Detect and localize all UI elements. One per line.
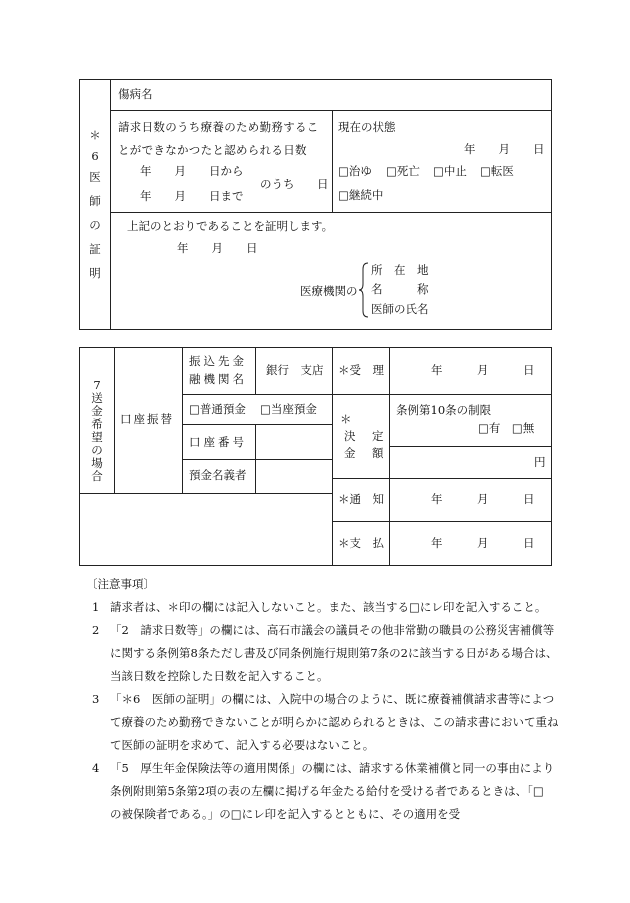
institution-label: 医療機関の (300, 284, 358, 298)
days-unit: 日 (317, 177, 329, 191)
of-which-label: のうち (260, 177, 295, 191)
remittance-label: 7 送 金 希 望 の 場 合 (91, 378, 103, 483)
note-item: 3 「＊6 医師の証明」の欄には、入院中の場合のように、既に療養補償請求書等によつて療養のため勤務できないことが明らかに認められるときは、この請求書において重ねて医師の証明を求めて、記入する必要はないこと。 (92, 692, 559, 752)
note-item: 4 「5 厚生年金保険法等の適用関係」の欄には、請求する休業補償と同一の事由により条例附則第5条第2項の表の左欄に掲げる年金たる給付を受ける者であるときは、「□ の被保険者である。」の□にレ印を記入するとともに、その適用を受 (92, 761, 613, 821)
decision-mark: ＊ (340, 412, 352, 426)
s2-left-row-2 (182, 424, 332, 425)
status-option-cured[interactable]: □治ゆ (338, 164, 372, 178)
period-to: 年 月 日まで (140, 189, 244, 203)
payment-label: ＊支 払 (338, 536, 384, 550)
leave-days-label-line1: 請求日数のうち療養のため勤務するこ (118, 120, 319, 134)
leave-days-label-line2: とができなかつたと認められる日数 (118, 143, 307, 157)
decision-char-4: 額 (372, 446, 384, 460)
s2-right-row-3 (332, 521, 552, 522)
s2-top-border (79, 347, 552, 348)
s1-status-divider (332, 110, 333, 212)
bank-name-label-line2: 融機関名 (189, 372, 247, 386)
s1-row-divider-2 (110, 212, 551, 213)
status-date: 年 月 日 (464, 142, 545, 156)
status-option-died[interactable]: □死亡 (386, 164, 420, 178)
s1-row-divider-1 (110, 110, 551, 111)
doctor-name-label: 医師の氏名 (371, 302, 429, 316)
s1-bottom-border (79, 329, 552, 330)
note-item: 1 請求者は、＊印の欄には記入しないこと。また、該当する□にレ印を記入すること。 (92, 600, 547, 614)
current-status-label: 現在の状態 (338, 120, 396, 134)
decision-char-2: 定 (372, 429, 384, 443)
status-option-stopped[interactable]: □中止 (433, 164, 467, 178)
status-option-transferred[interactable]: □転医 (480, 164, 514, 178)
s2-left-border (79, 347, 80, 566)
doctor-certificate-label: ＊ 6 医 師 の 証 明 (89, 128, 101, 280)
s2-right-row-2 (332, 478, 552, 479)
payment-date: 年 月 日 (431, 536, 535, 550)
note-item: 2 「2 請求日数等」の欄には、高石市議会の議員その他非常勤の職員の公務災害補償等に関する条例第8条ただし書及び同条例施行規則第7条の2に該当する日がある場合は、当該日数を控除した日数を記入すること。 (92, 623, 558, 683)
s1-label-divider (110, 79, 111, 330)
deposit-current[interactable]: □当座預金 (260, 402, 317, 416)
certify-date: 年 月 日 (177, 241, 258, 255)
account-transfer-label: 口座振替 (120, 412, 174, 426)
s2-left-row-4 (79, 493, 332, 494)
s2-left-row-3 (182, 459, 332, 460)
certify-statement: 上記のとおりであることを証明します。 (127, 219, 334, 233)
decision-char-3: 金 (344, 446, 356, 460)
s2-right-label-divider (389, 347, 390, 566)
account-number-label: 口座番号 (189, 435, 247, 449)
s2-amount-row (389, 446, 552, 447)
restriction-options[interactable]: □有 □無 (478, 421, 535, 435)
receipt-date: 年 月 日 (431, 363, 535, 377)
s2-left-row-1 (182, 394, 332, 395)
s2-middle-divider (332, 347, 333, 566)
status-option-continuing[interactable]: □継続中 (338, 188, 384, 202)
curly-brace-icon (358, 262, 370, 318)
s2-label-divider (114, 347, 115, 493)
s2-bank-divider (255, 347, 256, 394)
decision-char-1: 決 (344, 429, 356, 443)
restriction-label: 条例第10条の制限 (396, 403, 492, 417)
bank-name-label-line1: 振込先金 (189, 354, 247, 368)
notes-heading: 〔注意事項〕 (86, 577, 155, 591)
notice-label: ＊通 知 (338, 492, 384, 506)
s1-right-border (551, 79, 552, 330)
address-label: 所 在 地 (371, 263, 429, 277)
deposit-ordinary[interactable]: □普通預金 (189, 402, 246, 416)
receipt-label: ＊受 理 (338, 363, 384, 377)
notes-section (86, 573, 613, 826)
account-holder-label: 預金名義者 (189, 468, 247, 482)
institution-name-label: 名 称 (371, 282, 429, 296)
s2-transfer-divider (182, 347, 183, 493)
yen-unit: 円 (534, 455, 546, 469)
s1-left-border (79, 79, 80, 330)
period-from: 年 月 日から (140, 164, 244, 178)
s2-right-border (551, 347, 552, 566)
s2-right-row-1 (332, 394, 552, 395)
notice-date: 年 月 日 (431, 492, 535, 506)
s1-top-border (79, 79, 552, 80)
disease-name-label: 傷病名 (118, 87, 153, 101)
bank-name-value[interactable]: 銀行 支店 (266, 363, 324, 377)
s2-bottom-border (79, 565, 552, 566)
